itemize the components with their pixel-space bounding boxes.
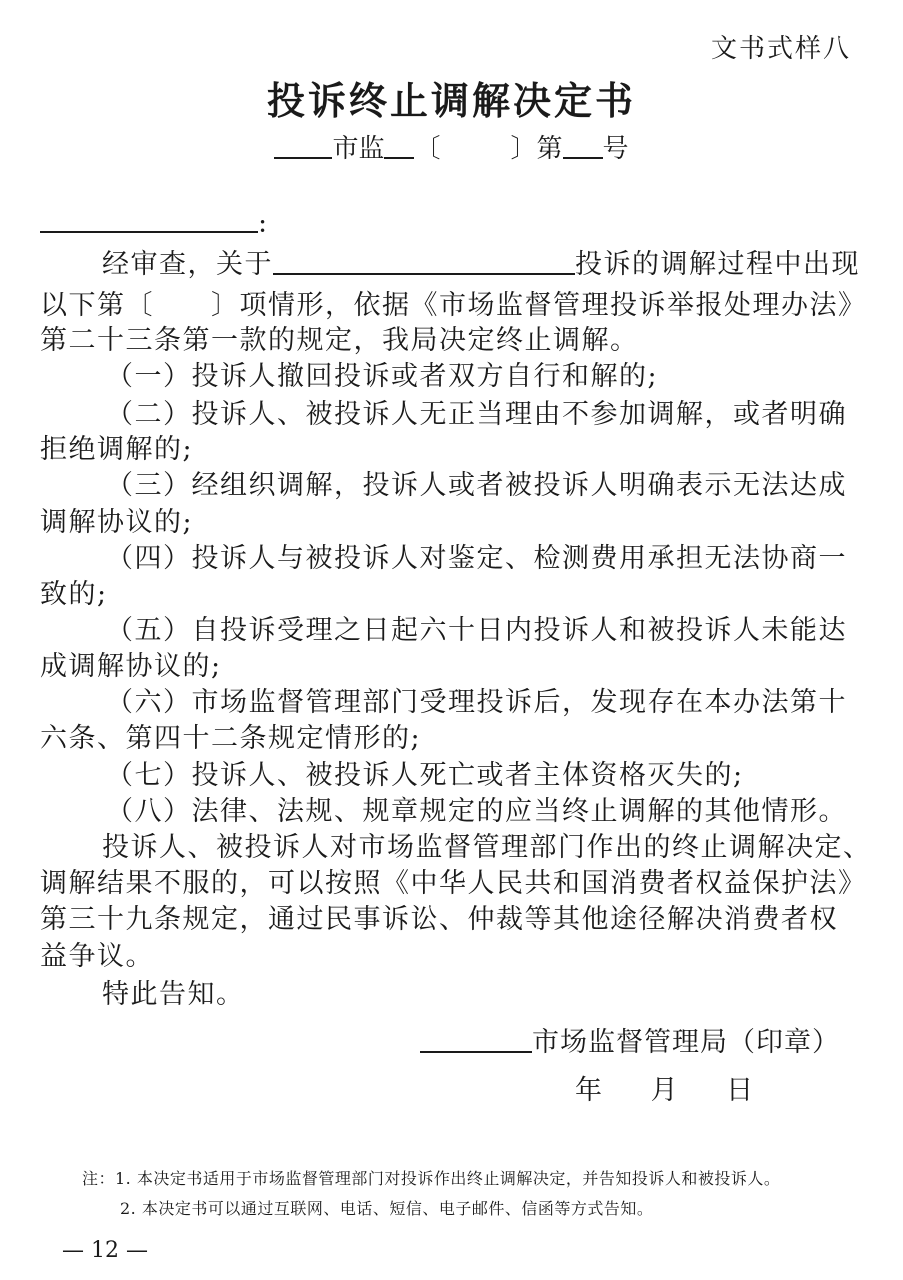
item-5-line-1: （五）自投诉受理之日起六十日内投诉人和被投诉人未能达 <box>106 615 847 646</box>
recipient-line <box>40 203 267 238</box>
item-3-line-1: （三）经组织调解，投诉人或者被投诉人明确表示无法达成 <box>106 470 847 501</box>
signature-line <box>420 1020 840 1059</box>
bureau-name: 市场监督管理局（印章） <box>532 1027 840 1058</box>
intro-text-b: 投诉的调解过程中出现 <box>575 249 860 280</box>
intro-line-3: 第二十三条第一款的规定，我局决定终止调解。 <box>40 325 639 356</box>
item-6-line-2: 六条、第四十二条规定情形的; <box>40 723 422 754</box>
document-number <box>0 128 903 165</box>
complaint-blank <box>273 245 575 275</box>
item-4-line-2: 致的; <box>40 579 108 610</box>
bureau-blank <box>420 1023 532 1053</box>
intro-line-2: 以下第〔 〕项情形，依据《市场监督管理投诉举报处理办法》 <box>40 290 867 321</box>
appeal-line-1: 投诉人、被投诉人对市场监督管理部门作出的终止调解决定、 <box>102 832 872 863</box>
item-6-line-1: （六）市场监督管理部门受理投诉后，发现存在本办法第十 <box>106 687 847 718</box>
item-3-line-2: 调解协议的; <box>40 507 194 538</box>
item-1: （一）投诉人撤回投诉或者双方自行和解的; <box>106 361 659 392</box>
number-blank-category <box>384 130 414 159</box>
intro-line-1 <box>40 242 860 281</box>
item-2-line-1: （二）投诉人、被投诉人无正当理由不参加调解，或者明确 <box>106 399 847 430</box>
recipient-colon: : <box>258 207 268 239</box>
item-4-line-1: （四）投诉人与被投诉人对鉴定、检测费用承担无法协商一 <box>106 543 847 574</box>
page-number: — 12 — <box>62 1238 148 1263</box>
document-title: 投诉终止调解决定书 <box>266 78 636 123</box>
item-8: （八）法律、法规、规章规定的应当终止调解的其他情形。 <box>106 796 847 827</box>
item-2-line-2: 拒绝调解的; <box>40 434 194 465</box>
item-5-line-2: 成调解协议的; <box>40 651 222 682</box>
note-1: 注：1. 本决定书适用于市场监督管理部门对投诉作出终止调解决定，并告知投诉人和被投诉人。 <box>82 1169 781 1188</box>
recipient-blank <box>40 203 258 233</box>
appeal-line-3: 第三十九条规定，通过民事诉讼、仲裁等其他途径解决消费者权 <box>40 904 838 935</box>
number-label-1: 市监 <box>332 134 385 164</box>
note-2: 2. 本决定书可以通过互联网、电话、短信、电子邮件、信函等方式告知。 <box>120 1199 654 1218</box>
number-label-2: 〔 <box>414 134 441 164</box>
item-7: （七）投诉人、被投诉人死亡或者主体资格灭失的; <box>106 760 744 791</box>
date-line: 年 月 日 <box>575 1075 754 1106</box>
appeal-line-4: 益争议。 <box>40 941 154 972</box>
intro-text-a: 经审查，关于 <box>102 249 273 280</box>
number-blank-serial <box>563 130 603 159</box>
number-blank-prefix <box>274 130 332 159</box>
number-label-3: 〕第 <box>510 134 563 164</box>
notice-line: 特此告知。 <box>102 979 245 1010</box>
sample-label: 文书式样八 <box>710 34 851 64</box>
number-label-4: 号 <box>602 134 629 164</box>
appeal-line-2: 调解结果不服的，可以按照《中华人民共和国消费者权益保护法》 <box>40 868 867 899</box>
